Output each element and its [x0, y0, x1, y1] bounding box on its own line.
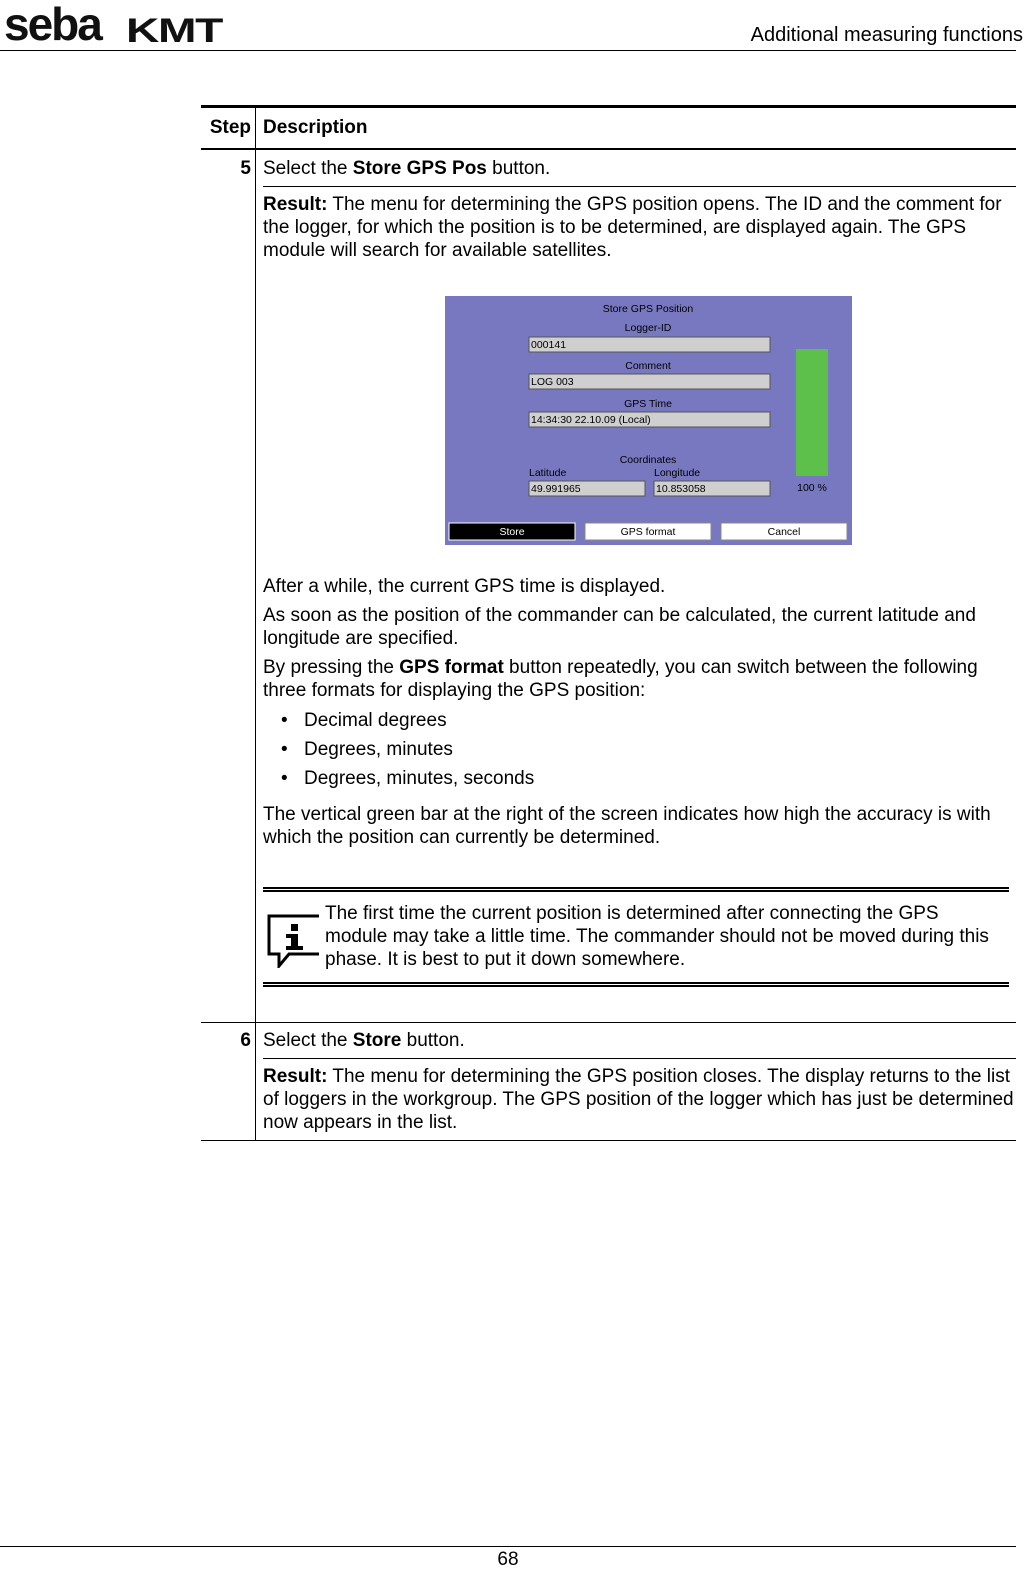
step-5-row — [201, 150, 1016, 1022]
longitude-label: Longitude — [654, 467, 701, 479]
step-5-action: Select the Store GPS Pos button. — [263, 150, 1016, 187]
format-list — [263, 706, 1016, 793]
logger-id-value: 000141 — [531, 339, 567, 351]
table-header-row — [201, 105, 1016, 150]
gps-time-value: 14:34:30 22.10.09 (Local) — [531, 414, 651, 426]
step-6-action: Select the Store button. — [263, 1023, 1016, 1059]
gps-format-text: By pressing the GPS format button repeatedly, you can switch between the following three formats for displaying the GPS position: — [263, 657, 978, 701]
gps-screen-figure — [263, 296, 1016, 545]
list-item: • Degrees, minutes, seconds — [281, 768, 535, 789]
gps-format-label: GPS format — [399, 657, 504, 678]
coordinates-label: Coordinates — [619, 454, 677, 466]
latitude-value: 49.991965 — [531, 483, 581, 495]
store-button-label: Store — [499, 526, 525, 538]
step-6-result: Result: The menu for determining the GPS position closes. The display returns to the list of loggers in the workgroup. The GPS position of the logger which has just be determined now appears in the list. — [263, 1066, 1014, 1133]
step-6-description — [255, 1023, 1016, 1140]
list-item: • Decimal degrees — [281, 710, 447, 731]
accuracy-label: 100 % — [797, 482, 827, 494]
comment-label: Comment — [625, 360, 671, 372]
store-gps-pos-label: Store GPS Pos — [352, 158, 487, 179]
cancel-button-label: Cancel — [767, 526, 801, 538]
svg-text:seba: seba — [4, 2, 101, 46]
step-5-description — [255, 150, 1016, 1022]
step-6-row — [201, 1022, 1016, 1141]
step-5-number: 5 — [240, 158, 251, 179]
step-6-number: 6 — [240, 1030, 251, 1051]
green-bar-text: The vertical green bar at the right of the screen indicates how high the accuracy is with which the position can currently be determined. — [263, 804, 991, 848]
description-column-header: Description — [255, 108, 1016, 148]
store-gps-position-screen — [445, 296, 852, 545]
footer-divider — [0, 1546, 1016, 1547]
section-title: Additional measuring functions — [750, 24, 1023, 46]
step-column-header: Step — [209, 117, 251, 138]
step-5-result: Result: The menu for determining the GPS position opens. The ID and the comment for the logger, for which the position is to be determined, are displayed again. The GPS module will search for available satellites. Store GPS Position Logger-ID 000141 Comment LOG 003 GPS Time 14:34:30 22.10.09 (Local) Coordinates Latitude Longitude 49.991965 10.853058 100 % Store GPS format Cancel After a while, the current GPS time is displayed. As soon as the position of the commander can be calculated, the current latitude and longitude are specified. By pressing the GPS format button repeatedly, you can switch between the following three formats for displaying the GPS position: • Decimal degrees • Degrees, minutes • Degrees, minutes, seconds The vertical green bar at the right of the screen indicates how high the accuracy is with which the position can currently be determined. The first time the current position is determined after connecting the GPS module may take a little time. The commander should not be moved during this phase. It is best to put it down somewhere. — [263, 187, 1016, 1022]
gps-time-text: After a while, the current GPS time is displayed. — [263, 576, 666, 597]
comment-value: LOG 003 — [531, 376, 574, 388]
info-note — [263, 887, 1009, 987]
gps-format-button-label: GPS format — [620, 526, 676, 538]
gps-time-label: GPS Time — [624, 398, 672, 410]
header-divider — [0, 50, 1016, 51]
svg-text:KMT: KMT — [126, 12, 224, 46]
steps-table — [201, 105, 1016, 1141]
note-text: The first time the current position is determined after connecting the GPS module may take a little time. The commander should not be moved during this phase. It is best to put it down somewhere. — [325, 903, 989, 970]
latitude-label: Latitude — [529, 467, 567, 479]
longitude-value: 10.853058 — [656, 483, 706, 495]
logger-id-label: Logger-ID — [624, 322, 672, 334]
position-text: As soon as the position of the commander can be calculated, the current latitude and longitude are specified. — [263, 605, 976, 649]
page-number: 68 — [497, 1549, 519, 1570]
sebakmt-logo — [2, 2, 226, 46]
accuracy-bar — [796, 349, 828, 476]
list-item: • Degrees, minutes — [281, 739, 453, 760]
store-label: Store — [352, 1030, 402, 1051]
screen-title: Store GPS Position — [602, 303, 694, 315]
info-icon — [263, 902, 325, 974]
